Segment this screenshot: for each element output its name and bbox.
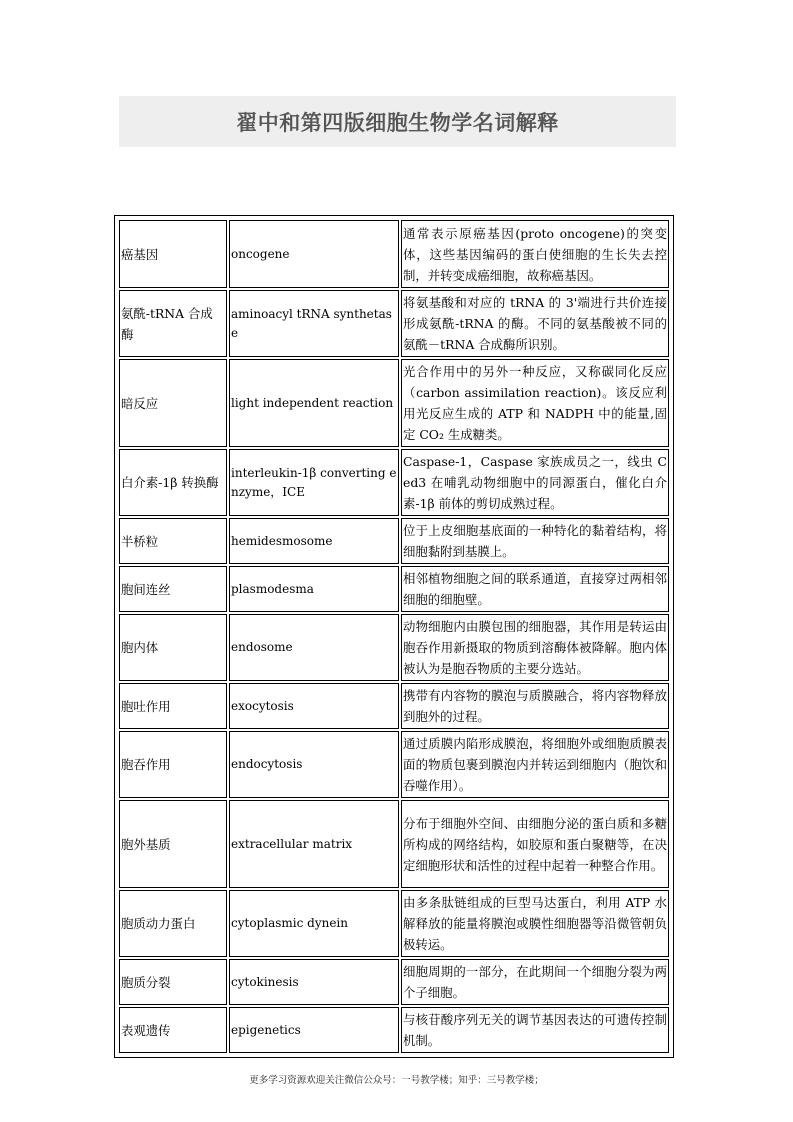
title-band (119, 96, 676, 147)
term-definition: 光合作用中的另外一种反应，又称碳同化反应（carbon assimilation reaction)。该反应利用光反应生成的 ATP 和 NADPH 中的能量,固定 CO₂ 生成糖类。 (401, 359, 669, 447)
term-chinese: 暗反应 (119, 359, 227, 447)
term-definition: 细胞周期的一部分，在此期间一个细胞分裂为两个子细胞。 (401, 959, 669, 1005)
term-chinese: 胞吞作用 (119, 731, 227, 798)
term-definition: 由多条肽链组成的巨型马达蛋白，利用 ATP 水解释放的能量将膜泡或膜性细胞器等沿微管朝负极转运。 (401, 890, 669, 957)
term-english: epigenetics (229, 1007, 399, 1053)
term-chinese: 胞质分裂 (119, 959, 227, 1005)
term-definition: 携带有内容物的膜泡与质膜融合，将内容物释放到胞外的过程。 (401, 683, 669, 729)
table-row (119, 959, 669, 1005)
term-definition: Caspase-1，Caspase 家族成员之一，线虫 Ced3 在哺乳动物细胞中的同源蛋白，催化白介素-1β 前体的剪切成熟过程。 (401, 449, 669, 516)
table-row (119, 614, 669, 681)
term-english: aminoacyl tRNA synthetase (229, 290, 399, 357)
term-definition: 通过质膜内陷形成膜泡，将细胞外或细胞质膜表面的物质包裹到膜泡内并转运到细胞内（胞饮和吞噬作用）。 (401, 731, 669, 798)
term-definition: 动物细胞内由膜包围的细胞器，其作用是转运由胞吞作用新摄取的物质到溶酶体被降解。胞内体被认为是胞吞物质的主要分选站。 (401, 614, 669, 681)
term-chinese: 氨酰-tRNA 合成酶 (119, 290, 227, 357)
term-english: extracellular matrix (229, 800, 399, 888)
table-row (119, 800, 669, 888)
page-title: 翟中和第四版细胞生物学名词解释 (236, 110, 559, 135)
term-english: endosome (229, 614, 399, 681)
footer-note: 更多学习资源欢迎关注微信公众号：一号教学楼；知乎：三号教学楼； (249, 1075, 544, 1086)
term-definition: 位于上皮细胞基底面的一种特化的黏着结构，将细胞黏附到基膜上。 (401, 518, 669, 564)
glossary-table (117, 218, 671, 1055)
table-row (119, 1007, 669, 1053)
table-row (119, 220, 669, 288)
term-chinese: 白介素-1β 转换酶 (119, 449, 227, 516)
table-row (119, 683, 669, 729)
table-row (119, 290, 669, 357)
table-row (119, 566, 669, 612)
term-english: hemidesmosome (229, 518, 399, 564)
term-chinese: 癌基因 (119, 220, 227, 288)
term-english: oncogene (229, 220, 399, 288)
term-chinese: 表观遗传 (119, 1007, 227, 1053)
term-chinese: 胞内体 (119, 614, 227, 681)
table-row (119, 359, 669, 447)
term-chinese: 胞外基质 (119, 800, 227, 888)
term-english: exocytosis (229, 683, 399, 729)
term-definition: 相邻植物细胞之间的联系通道，直接穿过两相邻细胞的细胞壁。 (401, 566, 669, 612)
term-definition: 与核苷酸序列无关的调节基因表达的可遗传控制机制。 (401, 1007, 669, 1053)
term-english: endocytosis (229, 731, 399, 798)
term-english: light independent reaction (229, 359, 399, 447)
term-definition: 将氨基酸和对应的 tRNA 的 3'端进行共价连接形成氨酰-tRNA 的酶。不同的氨基酸被不同的氨酰－tRNA 合成酶所识别。 (401, 290, 669, 357)
term-definition: 分布于细胞外空间、由细胞分泌的蛋白质和多糖所构成的网络结构，如胶原和蛋白聚糖等，在决定细胞形状和活性的过程中起着一种整合作用。 (401, 800, 669, 888)
table-row (119, 731, 669, 798)
term-english: cytoplasmic dynein (229, 890, 399, 957)
term-chinese: 胞吐作用 (119, 683, 227, 729)
table-row (119, 518, 669, 564)
glossary-table-body (119, 220, 669, 1053)
term-chinese: 胞质动力蛋白 (119, 890, 227, 957)
table-row (119, 449, 669, 516)
term-definition: 通常表示原癌基因(proto oncogene)的突变体，这些基因编码的蛋白使细胞的生长失去控制，并转变成癌细胞，故称癌基因。 (401, 220, 669, 288)
term-english: plasmodesma (229, 566, 399, 612)
glossary-table-frame (114, 215, 674, 1058)
table-row (119, 890, 669, 957)
term-chinese: 半桥粒 (119, 518, 227, 564)
term-chinese: 胞间连丝 (119, 566, 227, 612)
term-english: cytokinesis (229, 959, 399, 1005)
term-english: interleukin-1β converting enzyme，ICE (229, 449, 399, 516)
